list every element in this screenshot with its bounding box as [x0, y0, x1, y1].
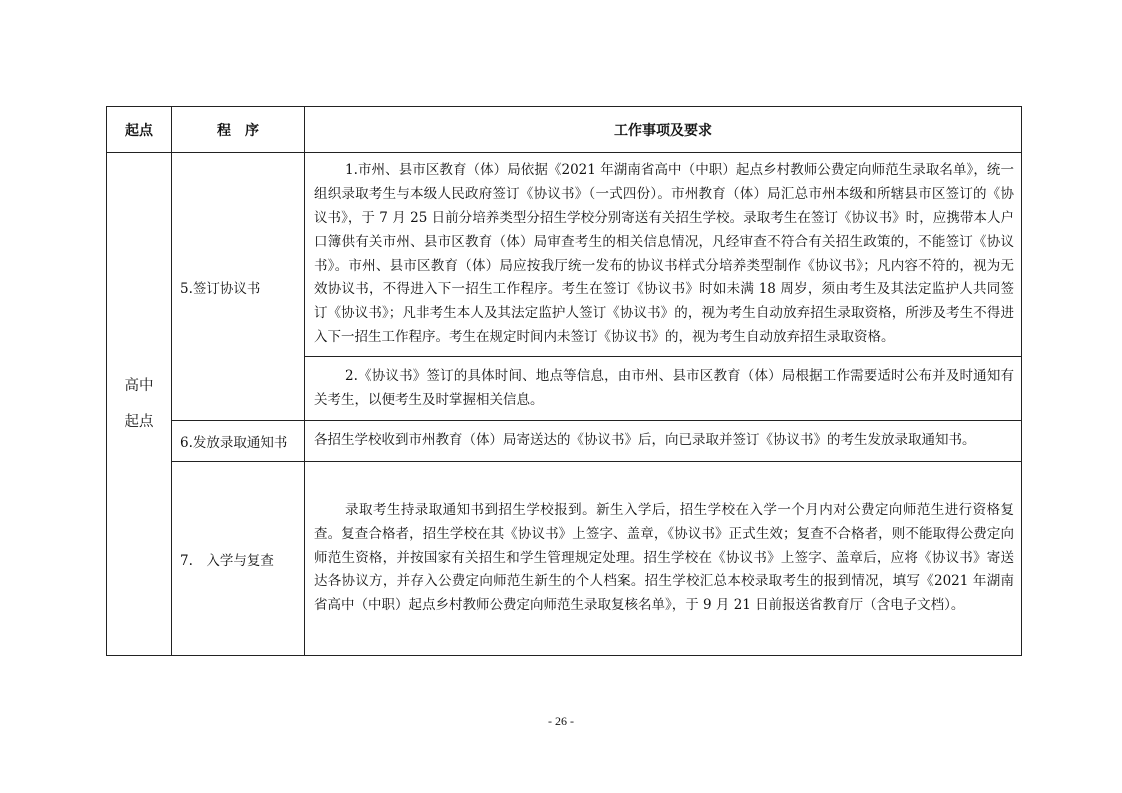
header-step: 程 序 — [172, 107, 305, 153]
table-row — [107, 153, 1022, 357]
table-row — [107, 462, 1022, 656]
step-enrollment-review: 7. 入学与复查 — [172, 462, 305, 656]
step-admission-notice: 6.发放录取通知书 — [172, 421, 305, 462]
header-start: 起点 — [107, 107, 172, 153]
requirement-cell — [305, 357, 1022, 421]
table-header-row — [107, 107, 1022, 153]
requirement-paragraph: 1.市州、县市区教育（体）局依据《2021 年湖南省高中（中职）起点乡村教师公费定向师范生录取名单》，统一组织录取考生与本级人民政府签订《协议书》（一式四份）。市州教育（体）局汇总市州本级和所辖县市区签订的《协议书》，于 7 月 25 日前分培养类型分招生学校分别寄送有关招生学校。录取考生在签订《协议书》时，应携带本人户口簿供有关市州、县市区教育（体）局审查考生的相关信息情况，凡经审查不符合有关招生政策的，不能签订《协议书》。市州、县市区教育（体）局应按我厅统一发布的协议书样式分培养类型制作《协议书》；凡内容不符的，视为无效协议书，不得进入下一招生工作程序。考生在签订《协议书》时如未满 18 周岁，须由考生及其法定监护人共同签订《协议书》；凡非考生本人及其法定监护人签订《协议书》的，视为考生自动放弃招生录取资格，所涉及考生不得进入下一招生工作程序。考生在规定时间内未签订《协议书》的，视为考生自动放弃招生录取资格。 — [314, 162, 1014, 345]
requirement-paragraph: 录取考生持录取通知书到招生学校报到。新生入学后，招生学校在入学一个月内对公费定向师范生进行资格复查。复查合格者，招生学校在其《协议书》上签字、盖章，《协议书》正式生效；复查不合格者，则不能取得公费定向师范生资格，并按国家有关招生和学生管理规定处理。招生学校在《协议书》上签字、盖章后，应将《协议书》寄送达各协议方，并存入公费定向师范生新生的个人档案。招生学校汇总本校录取考生的报到情况，填写《2021 年湖南省高中（中职）起点乡村教师公费定向师范生录取复核名单》，于 9 月 21 日前报送省教育厅（含电子文档）。 — [314, 502, 1014, 614]
table-row — [107, 421, 1022, 462]
start-point-line2: 起点 — [124, 414, 154, 430]
page-number: - 26 - — [548, 714, 574, 728]
requirements-table — [106, 106, 1022, 656]
step-sign-agreement: 5.签订协议书 — [172, 153, 305, 421]
start-point-line1: 高中 — [124, 378, 154, 394]
requirement-cell — [305, 421, 1022, 462]
requirement-paragraph: 各招生学校收到市州教育（体）局寄送达的《协议书》后，向已录取并签订《协议书》的考生发放录取通知书。 — [314, 432, 976, 449]
start-point-cell — [107, 153, 172, 656]
requirement-cell — [305, 153, 1022, 357]
requirement-paragraph: 2.《协议书》签订的具体时间、地点等信息，由市州、县市区教育（体）局根据工作需要适时公布并及时通知有关考生，以便考生及时掌握相关信息。 — [314, 367, 1014, 408]
header-requirements: 工作事项及要求 — [305, 107, 1022, 153]
requirement-cell — [305, 462, 1022, 656]
